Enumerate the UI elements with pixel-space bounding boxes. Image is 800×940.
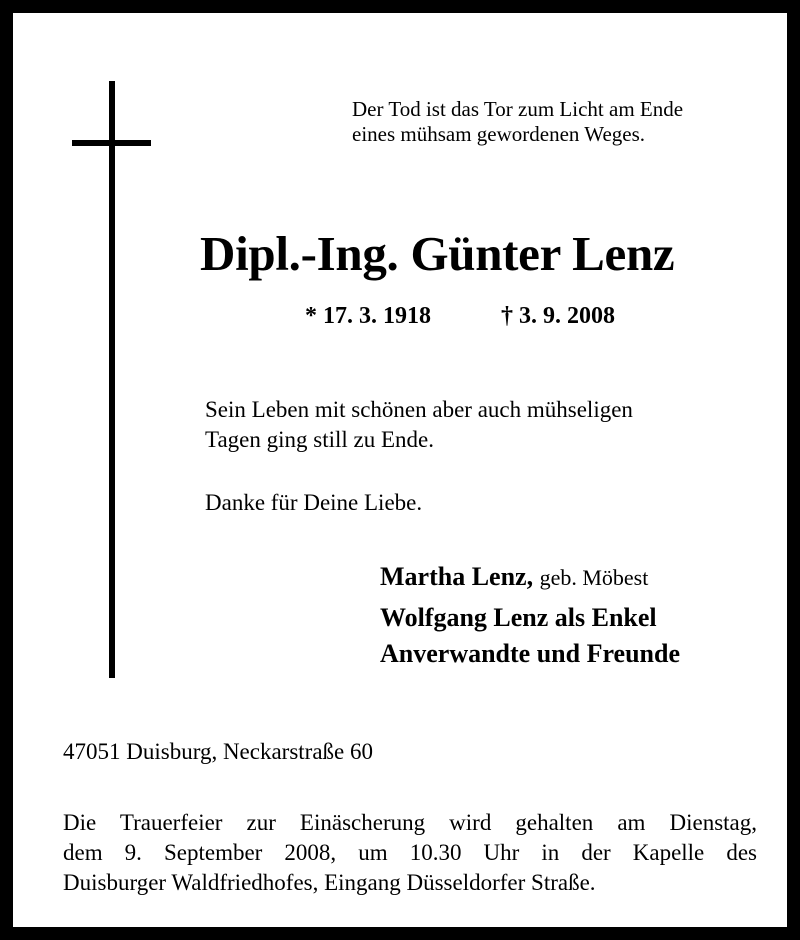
- ceremony-line-2: dem 9. September 2008, um 10.30 Uhr in der Kapelle des: [63, 840, 757, 865]
- mourner-1: [380, 564, 648, 590]
- message: [205, 395, 633, 455]
- cross-icon: [109, 81, 115, 678]
- motto-line-2: eines mühsam gewordenen Weges.: [352, 122, 646, 146]
- mourner-2: Wolfgang Lenz als Enkel: [380, 603, 657, 632]
- deceased-name: Dipl.-Ing. Günter Lenz: [200, 226, 675, 281]
- message-line-1: Sein Leben mit schönen aber auch mühseligen: [205, 397, 633, 422]
- birth-date: * 17. 3. 1918: [305, 303, 431, 329]
- death-date: † 3. 9. 2008: [501, 303, 615, 329]
- cross-icon-bar: [72, 140, 151, 146]
- ceremony-line-3: Duisburger Waldfriedhofes, Eingang Düsseldorfer Straße.: [63, 870, 596, 895]
- thanks-line: Danke für Deine Liebe.: [205, 490, 423, 515]
- mourner-1-name: Martha Lenz,: [380, 562, 534, 591]
- ceremony-line-1: Die Trauerfeier zur Einäscherung wird gehalten am Dienstag,: [63, 810, 757, 835]
- ceremony-notice: [63, 808, 757, 898]
- motto: [352, 97, 683, 147]
- message-line-2: Tagen ging still zu Ende.: [205, 427, 434, 452]
- mourner-1-maiden-name: geb. Möbest: [539, 565, 649, 590]
- address: 47051 Duisburg, Neckarstraße 60: [63, 739, 374, 764]
- motto-line-1: Der Tod ist das Tor zum Licht am Ende: [352, 97, 684, 121]
- mourner-3: Anverwandte und Freunde: [380, 639, 681, 668]
